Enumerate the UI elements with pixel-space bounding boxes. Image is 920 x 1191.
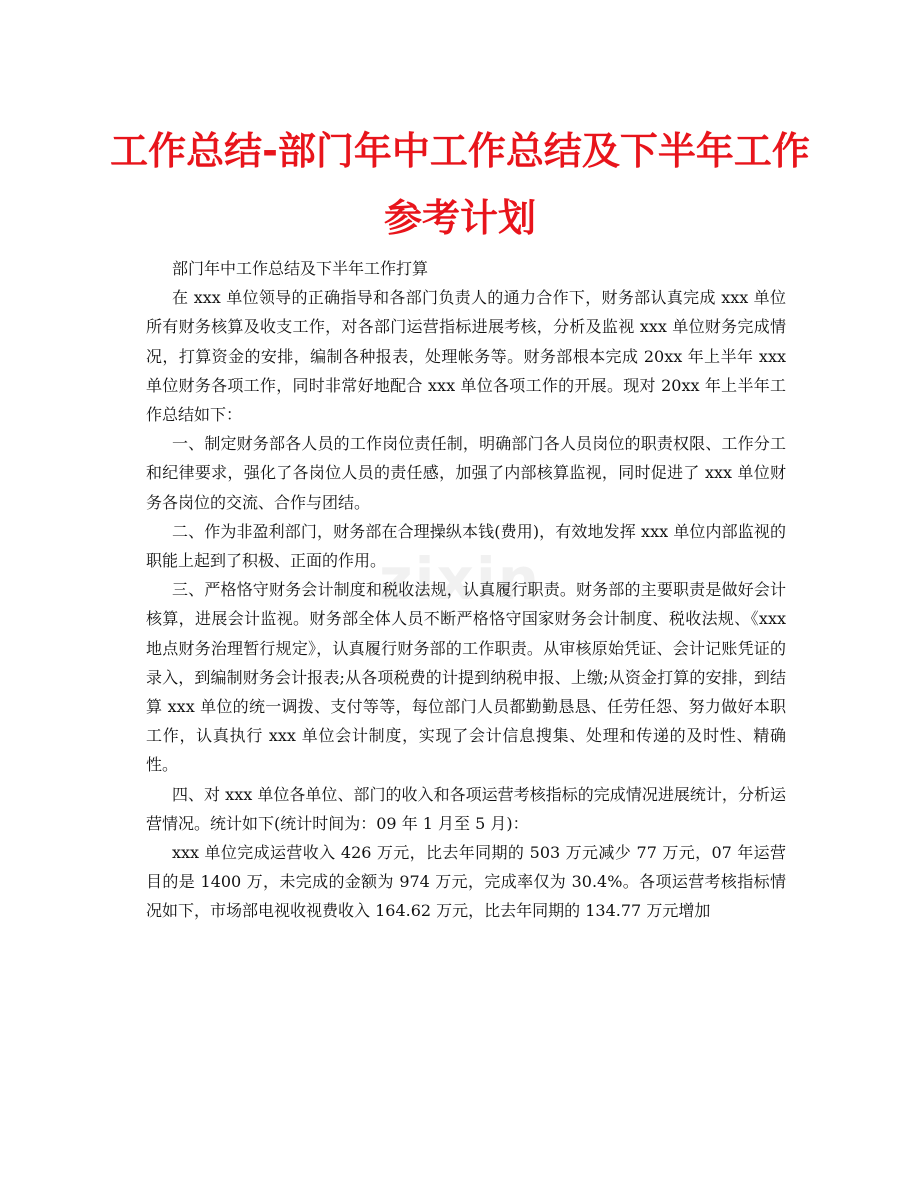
paragraph-item-4: 四、对 xxx 单位各单位、部门的收入和各项运营考核指标的完成情况进展统计，分析运营情况。统计如下(统计时间为：09 年 1 月至 5 月)：	[146, 784, 786, 833]
paragraph-item-2: 二、作为非盈利部门，财务部在合理操纵本钱(费用)，有效地发挥 xxx 单位内部监视的职能上起到了积极、正面的作用。	[146, 521, 786, 571]
document-title-line-1: 工作总结-部门年中工作总结及下半年工作	[110, 129, 810, 173]
document-subtitle: 部门年中工作总结及下半年工作打算	[172, 259, 429, 278]
paragraph-intro: 在 xxx 单位领导的正确指导和各部门负责人的通力合作下，财务部认真完成 xxx 单位所有财务核算及收支工作，对各部门运营指标进展考核，分析及监视 xxx 单位财务完成情况，打算资金的安排，编制各种报表，处理帐务等。财务部根本完成 20xx 年上半年 xxx 单位财务各项工作，同时非常好地配合 xxx 单位各项工作的开展。现对 20xx 年上半年工作总结如下：	[146, 288, 786, 425]
paragraph-statistics: xxx 单位完成运营收入 426 万元，比去年同期的 503 万元减少 77 万元，07 年运营目的是 1400 万，未完成的金额为 974 万元，完成率仅为 30.4%。各项运营考核指标情况如下，市场部电视收视费收入 164.62 万元，比去年同期的 134.77 万元增加	[146, 843, 786, 921]
watermark-logo: zixin	[378, 545, 542, 613]
paragraph-item-3: 三、严格恪守财务会计制度和税收法规，认真履行职责。财务部的主要职责是做好会计核算，进展会计监视。财务部全体人员不断严格恪守国家财务会计制度、税收法规、《xxx 地点财务治理暂行规定》，认真履行财务部的工作职责。从审核原始凭证、会计记账凭证的录入，到编制财务会计报表;从各项税费的计提到纳税申报、上缴;从资金打算的安排，到结算 xxx 单位的统一调拨、支付等等，每位部门人员都勤勤恳恳、任劳任怨、努力做好本职工作，认真执行 xxx 单位会计制度，实现了会计信息搜集、处理和传递的及时性、精确性。	[146, 580, 786, 775]
paragraph-item-1: 一、制定财务部各人员的工作岗位责任制，明确部门各人员岗位的职责权限、工作分工和纪律要求，强化了各岗位人员的责任感，加强了内部核算监视，同时促进了 xxx 单位财务各岗位的交流、合作与团结。	[146, 434, 786, 512]
document-title-line-2: 参考计划	[383, 196, 536, 240]
document-body	[146, 254, 786, 926]
